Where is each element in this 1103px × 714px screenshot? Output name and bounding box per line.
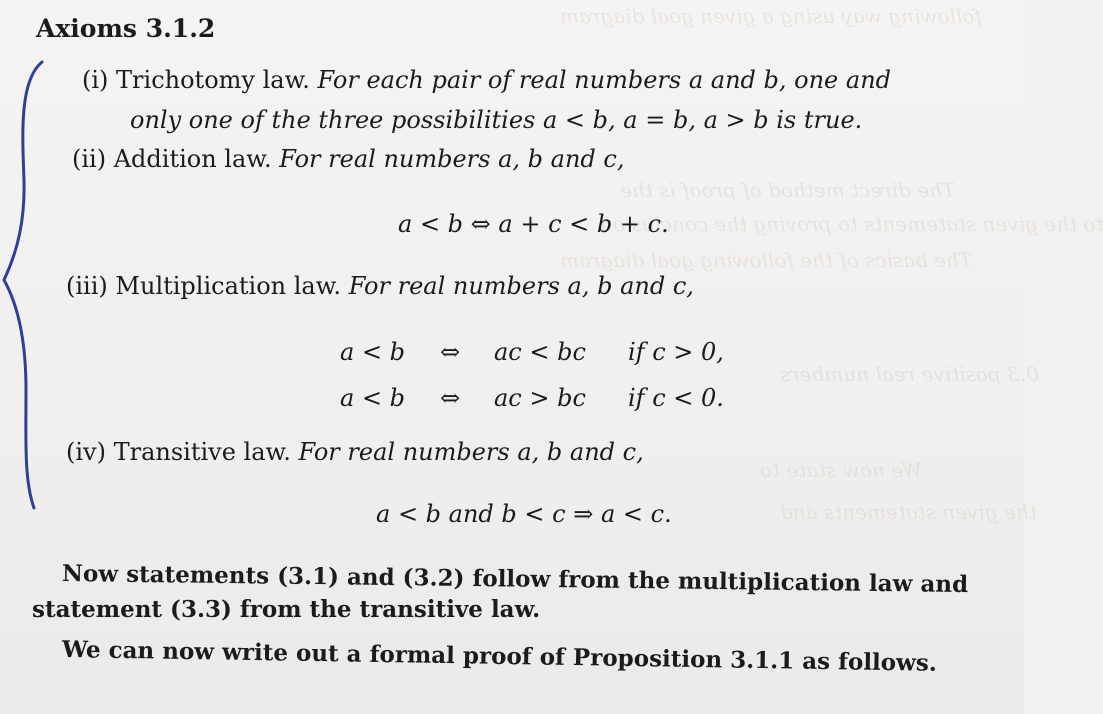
multiplication-law-condition: if c < 0. — [628, 384, 724, 412]
bleed-through-text: The direct method of proof is the — [620, 178, 956, 202]
axiom-number: (ii) — [72, 145, 107, 173]
multiplication-law-rhs: ac < bc — [494, 338, 586, 366]
axiom-name: Multiplication law. — [115, 272, 342, 300]
axiom-item-multiplication — [66, 272, 694, 300]
paragraph-line: statement (3.3) from the transitive law. — [32, 596, 541, 623]
multiplication-law-lhs: a < b — [340, 384, 406, 412]
multiplication-law-condition: if c > 0, — [628, 338, 724, 366]
paragraph-line: We can now write out a formal proof of Proposition 3.1.1 as follows. — [61, 636, 938, 677]
paragraph-line: Now statements (3.1) and (3.2) follow from the multiplication law and — [61, 560, 969, 599]
multiplication-law-lhs: a < b — [340, 338, 406, 366]
transitive-law-formula: a < b and b < c ⇒ a < c. — [376, 500, 672, 528]
multiplication-law-arrow: ⇔ — [440, 338, 461, 366]
axiom-statement-continuation: only one of the three possibilities a < b, a = b, a > b is true. — [130, 106, 863, 134]
bleed-through-text: The basics of the following goal diagram — [560, 248, 973, 272]
axiom-name: Trichotomy law. — [116, 66, 310, 94]
axiom-number: (i) — [82, 66, 109, 94]
axiom-statement: For real numbers a, b and c, — [298, 438, 644, 466]
bleed-through-text: to the given statements to proving the conclusion — [600, 212, 1103, 236]
addition-law-formula: a < b ⇔ a + c < b + c. — [398, 210, 669, 238]
handwritten-brace-mark — [0, 50, 60, 520]
bleed-through-text: following way using a given goal diagram — [560, 4, 982, 28]
axiom-number: (iii) — [66, 272, 108, 300]
axiom-statement: For real numbers a, b and c, — [279, 145, 625, 173]
bleed-through-text: 0.3 positive real numbers — [780, 362, 1039, 386]
bleed-through-text: the given statements and — [780, 500, 1037, 524]
axiom-item-trichotomy — [82, 66, 891, 94]
axiom-number: (iv) — [66, 438, 106, 466]
axiom-statement: For real numbers a, b and c, — [348, 272, 694, 300]
axiom-heading: Axioms 3.1.2 — [36, 14, 216, 43]
axiom-name: Transitive law. — [113, 438, 291, 466]
axiom-name: Addition law. — [113, 145, 272, 173]
multiplication-law-arrow: ⇔ — [440, 384, 461, 412]
axiom-item-addition — [72, 145, 625, 173]
axiom-item-transitive — [66, 438, 644, 466]
axiom-statement: For each pair of real numbers a and b, one and — [317, 66, 892, 94]
bleed-through-text: We now state to — [760, 458, 923, 482]
multiplication-law-rhs: ac > bc — [494, 384, 586, 412]
